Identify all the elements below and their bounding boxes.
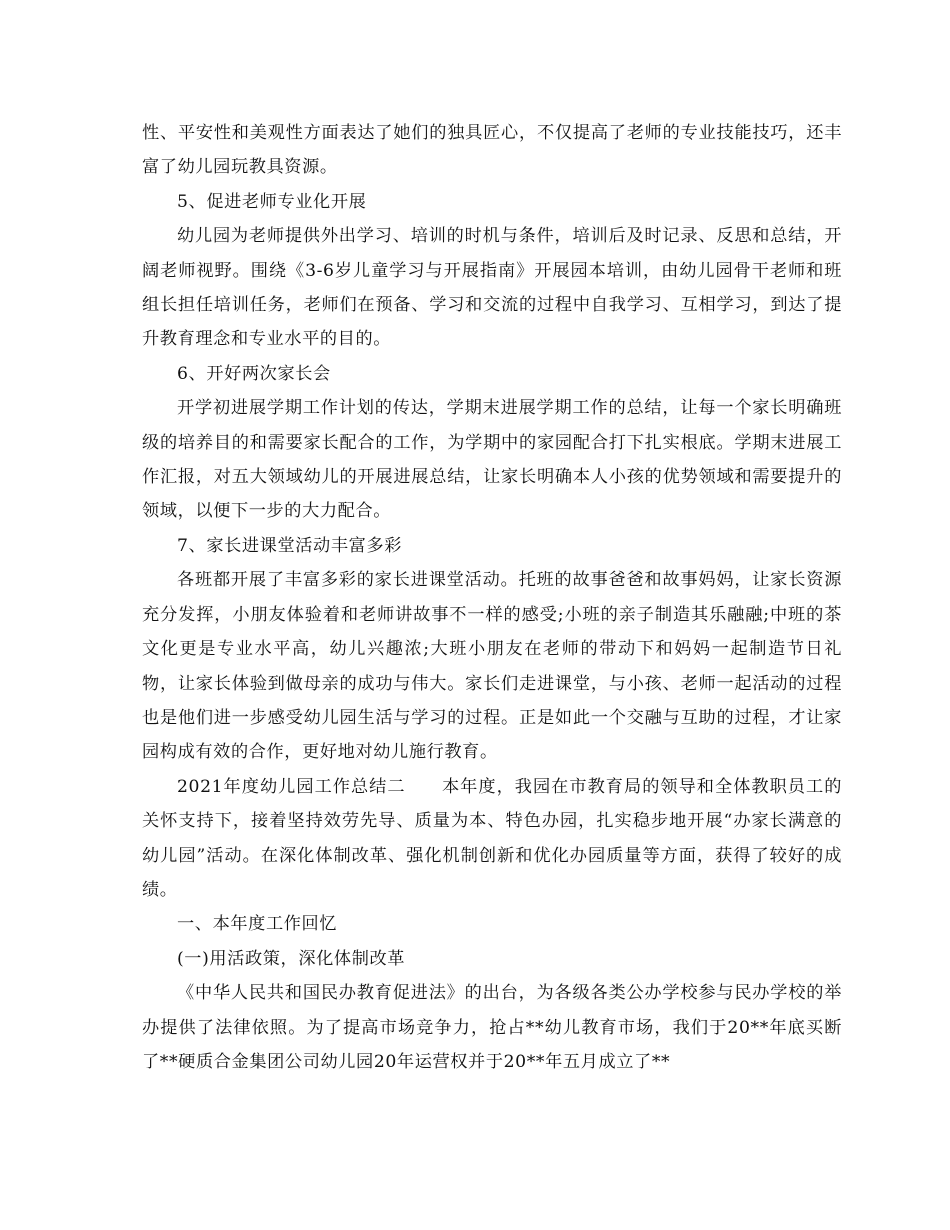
subsection-heading-policy: (一)用活政策，深化体制改革	[177, 948, 406, 969]
paragraph-continuation: 性、平安性和美观性方面表达了她们的独具匠心，不仅提高了老师的专业技能技巧，还丰富了幼儿园玩教具资源。	[142, 123, 842, 178]
paragraph-annual-summary-two: 2021年度幼儿园工作总结二 本年度，我园在市教育局的领导和全体教职员工的关怀支持下，接着坚持效劳先导、质量为本、特色办园，扎实稳步地开展“办家长满意的幼儿园”活动。在深化体制改革、强化机制创新和优化办园质量等方面，获得了较好的成绩。	[142, 776, 842, 900]
paragraph-private-education-law: 《中华人民共和国民办教育促进法》的出台，为各级各类公办学校参与民办学校的举办提供了法律依照。为了提高市场竞争力，抢占**幼儿教育市场，我们于20**年底买断了**硬质合金集团公司幼儿园20年运营权并于20**年五月成立了**	[142, 983, 842, 1072]
document-body	[142, 116, 842, 1079]
paragraph-parent-classroom: 各班都开展了丰富多彩的家长进课堂活动。托班的故事爸爸和故事妈妈，让家长资源充分发挥，小朋友体验着和老师讲故事不一样的感受;小班的亲子制造其乐融融;中班的茶文化更是专业水平高，幼儿兴趣浓;大班小朋友在老师的带动下和妈妈一起制造节日礼物，让家长体验到做母亲的成功与伟大。家长们走进课堂，与小孩、老师一起活动的过程也是他们进一步感受幼儿园生活与学习的过程。正是如此一个交融与互助的过程，才让家园构成有效的合作，更好地对幼儿施行教育。	[142, 570, 842, 763]
section-heading-7: 7、家长进课堂活动丰富多彩	[177, 535, 402, 556]
section-heading-review: 一、本年度工作回忆	[177, 914, 338, 935]
section-heading-6: 6、开好两次家长会	[177, 363, 331, 384]
section-heading-5: 5、促进老师专业化开展	[177, 191, 367, 212]
paragraph-teacher-development: 幼儿园为老师提供外出学习、培训的时机与条件，培训后及时记录、反思和总结，开阔老师视野。围绕《3-6岁儿童学习与开展指南》开展园本培训，由幼儿园骨干老师和班组长担任培训任务，老师们在预备、学习和交流的过程中自我学习、互相学习，到达了提升教育理念和专业水平的目的。	[142, 226, 842, 350]
paragraph-parent-meetings: 开学初进展学期工作计划的传达，学期末进展学期工作的总结，让每一个家长明确班级的培养目的和需要家长配合的工作，为学期中的家园配合打下扎实根底。学期末进展工作汇报，对五大领域幼儿的开展进展总结，让家长明确本人小孩的优势领域和需要提升的领域，以便下一步的大力配合。	[142, 398, 842, 522]
